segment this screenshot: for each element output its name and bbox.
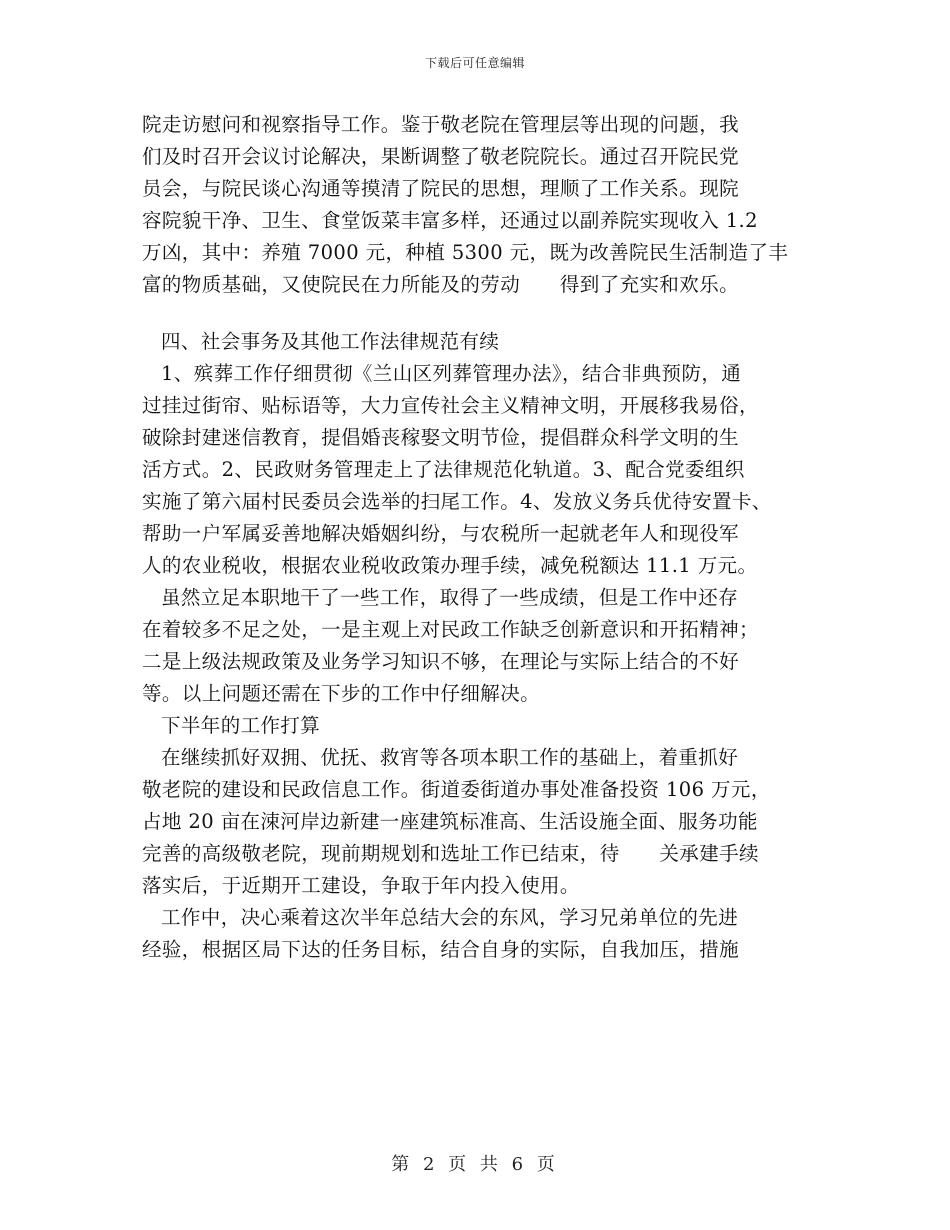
text-line: 实施了第六届村民委员会选举的扫尾工作。4、发放义务兵优待安置卡、 [142,490,772,513]
text-line: 1、殡葬工作仔细贯彻《兰山区列葬管理办法》，结合非典预防，通 [161,362,742,385]
text-line: 在继续抓好双拥、优抚、救宵等各项本职工作的基础上，着重抓好 [161,746,739,769]
text-line: 富的物质基础，又使院民在力所能及的劳动 得到了充实和欢乐。 [142,273,740,296]
text-line: 占地 20 亩在涑河岸边新建一座建筑标准高、生活设施全面、服务功能 [142,810,758,833]
text-line: 完善的高级敬老院，现前期规划和选址工作已结束，待 关承建手续 [142,842,759,865]
section-heading: 下半年的工作打算 [161,714,321,737]
section-heading: 四、社会事务及其他工作法律规范有续 [161,330,500,353]
text-line: 破除封建迷信教育，提倡婚丧稼娶文明节俭，提倡群众科学文明的生 [142,426,740,449]
text-line: 人的农业税收，根据农业税收政策办理手续，减免税额达 11.1 万元。 [142,554,758,577]
text-line: 万凶，其中：养殖 7000 元，种植 5300 元，既为改善院民生活制造了丰 [142,241,789,264]
text-line: 等。以上问题还需在下步的工作中仔细解决。 [142,682,541,705]
text-line: 落实后，于近期开工建设，争取于年内投入使用。 [142,874,580,897]
page-footer: 第 2 页 共 6 页 [391,1154,559,1175]
text-line: 过挂过街帘、贴标语等，大力宣传社会主义精神文明，开展移我易俗， [142,394,759,417]
text-line: 敬老院的建设和民政信息工作。街道委街道办事处准备投资 106 万元， [142,778,771,801]
paragraph-gap [142,301,810,326]
text-line: 二是上级法规政策及业务学习知识不够，在理论与实际上结合的不好 [142,650,740,673]
page-header: 下载后可任意编辑 [424,56,525,70]
text-line: 员会，与院民谈心沟通等摸清了院民的思想，理顺了工作关系。现院 [142,177,740,200]
text-line: 们及时召开会议讨论解决，果断调整了敬老院院长。通过召开院民党 [142,145,740,168]
text-line: 工作中，决心乘着这次半年总结大会的东风，学习兄弟单位的先进 [161,906,739,929]
text-line: 容院貌干净、卫生、食堂饭菜丰富多样，还通过以副养院实现收入 1.2 [142,209,758,232]
text-line: 活方式。2、民政财务管理走上了法律规范化轨道。3、配合党委组织 [142,458,745,481]
text-line: 虽然立足本职地干了一些工作，取得了一些成绩，但是工作中还存 [161,586,739,609]
text-line: 院走访慰问和视察指导工作。鉴于敬老院在管理层等出现的问题，我 [142,113,740,136]
text-line: 帮助一户军属妥善地解决婚姻纠纷，与农税所一起就老年人和现役军 [142,522,740,545]
text-line: 在着较多不足之处，一是主观上对民政工作缺乏创新意识和开拓精神； [142,618,759,641]
text-line: 经验，根据区局下达的任务目标，结合自身的实际，自我加压，措施 [142,938,740,961]
document-body [142,109,810,966]
